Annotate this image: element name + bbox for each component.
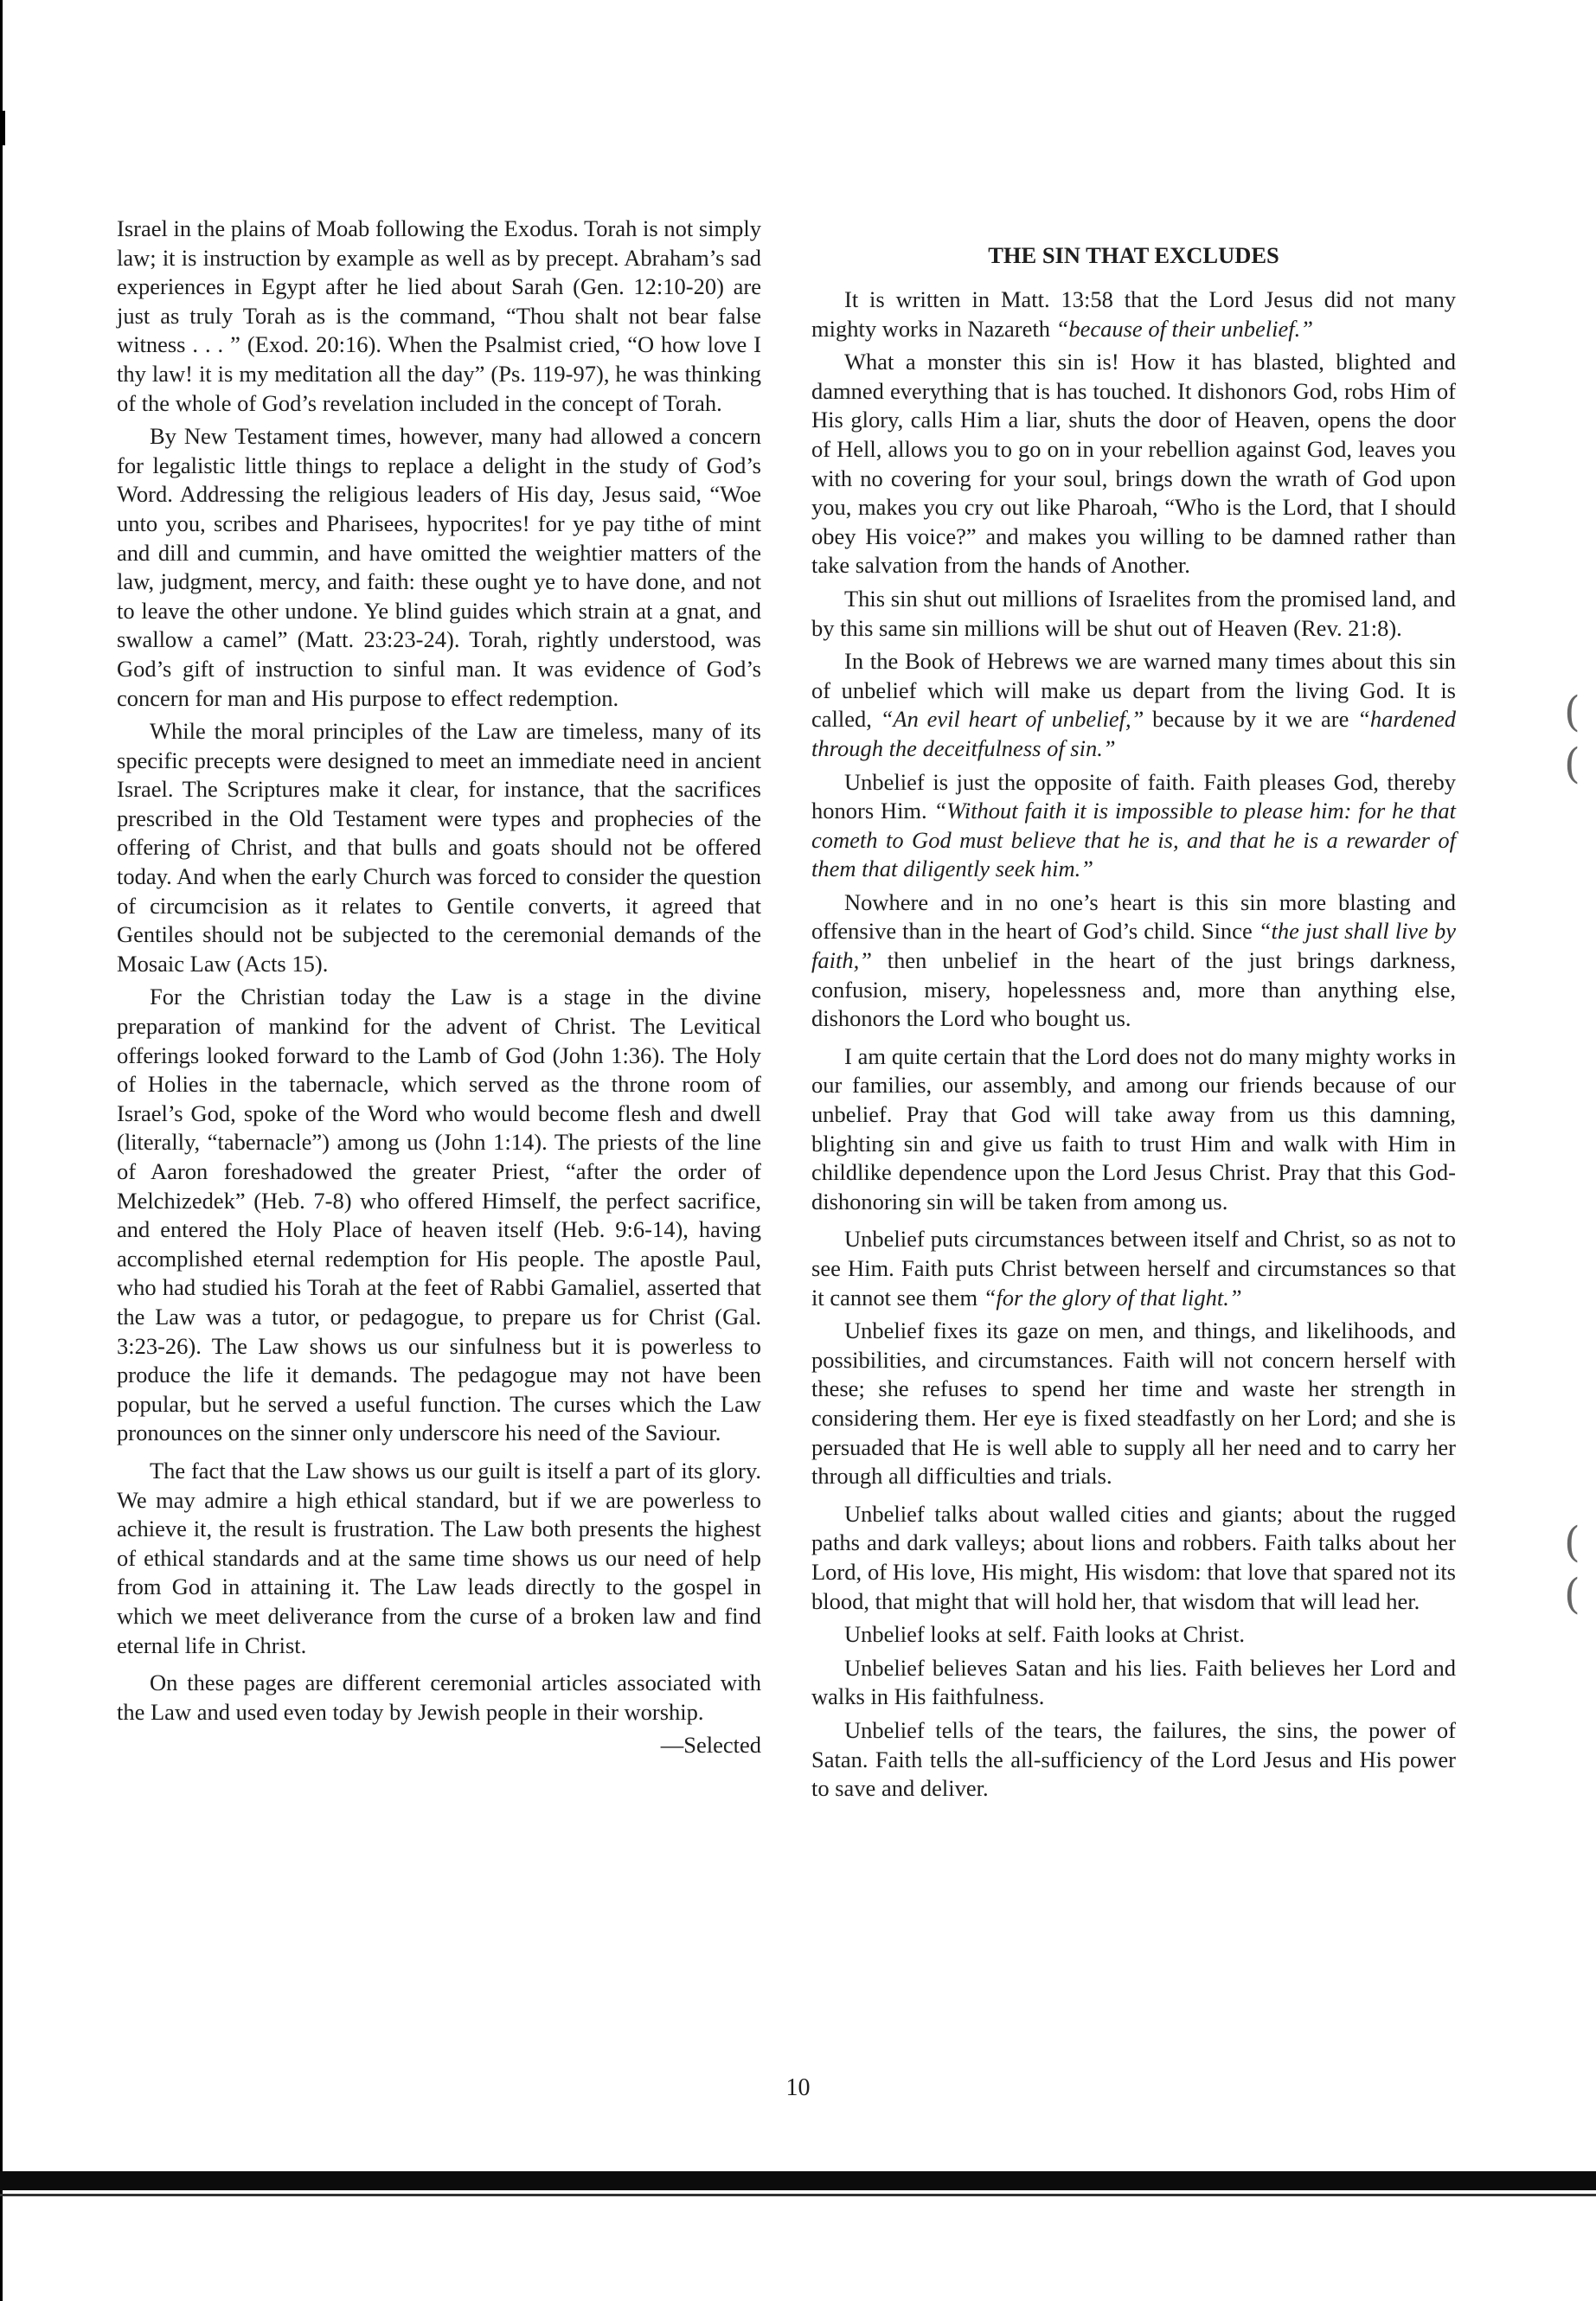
left-paragraph-2: By New Testament times, however, many had allowed a concern for legalistic little things to replace a delight in the study of God’s Word. Addressing the religious leaders of His day, Jesus said, “Woe unto you, scribes and Pharisees, hypocrites! for ye pay tithe of mint and dill and cummin, and have omitted the weightier matters of the law, judgment, mercy, and faith: these ought ye to have done, and not to leave the other undone. Ye blind guides which strain at a gnat, and swallow a camel” (Matt. 23:23-24). Torah, rightly understood, was God’s gift of instruction to sinful man. It was evidence of God’s concern for man and His purpose to effect redemption.: [117, 423, 761, 711]
right-paragraph-6-text-a: Nowhere and in no one’s heart is this sin more blasting and offensive than in the heart of God’s child. Since: [811, 888, 1456, 945]
right-paragraph-4-quote-1: “An evil heart of unbelief,”: [880, 706, 1144, 733]
right-paragraph-6-quote: “the just shall live by faith,”: [811, 918, 1456, 974]
right-column: [811, 285, 1456, 1808]
scan-page-edge: [0, 0, 3, 2301]
right-paragraph-1: [811, 285, 1456, 343]
right-paragraph-1-text: It is written in Matt. 13:58 that the Lord Jesus did not many mighty works in Nazareth: [811, 286, 1456, 342]
right-paragraph-12: Unbelief believes Satan and his lies. Faith believes her Lord and walks in His faithfulness.: [811, 1654, 1456, 1710]
right-paragraph-8-quote: “for the glory of that light.”: [983, 1284, 1242, 1311]
scan-bottom-line: [0, 2194, 1596, 2196]
right-paragraph-4-text-b: because by it we are: [1144, 706, 1358, 733]
right-paragraph-5-quote: “Without faith it is impossible to please him: for he that cometh to God must believe that he is, and that he is a rewarder of them that diligently seek him.”: [811, 798, 1456, 882]
signature-selected: —Selected: [660, 1732, 761, 1759]
article-heading: THE SIN THAT EXCLUDES: [988, 242, 1279, 268]
margin-paren-mark: (: [1564, 1518, 1580, 1567]
margin-paren-mark: (: [1564, 688, 1580, 736]
left-column: [117, 215, 761, 1765]
scan-bottom-bar: [0, 2171, 1596, 2190]
right-paragraph-10: Unbelief talks about walled cities and giants; about the rugged paths and dark valleys; about lions and robbers. Faith talks about her Lord, of His love, His might, His wisdom: that love that spared not its blood, that might that will hold her, that wisdom that will lead her.: [811, 1500, 1456, 1614]
left-paragraph-4: For the Christian today the Law is a stage in the divine preparation of mankind for the advent of Christ. The Levitical offerings looked forward to the Lamb of God (John 1:36). The Holy of Holies in the tabernacle, which served as the throne room of Israel’s God, spoke of the Word who would become flesh and dwell (literally, “tabernacle”) among us (John 1:14). The priests of the line of Aaron foreshadowed the greater Priest, “after the order of Melchizedek” (Heb. 7-8) who offered Himself, the perfect sacrifice, and entered the Holy Place of heaven itself (Heb. 9:6-14), having accomplished eternal redemption for His people. The apostle Paul, who had studied his Torah at the feet of Rabbi Gamaliel, asserted that the Law was a tutor, or pedagogue, to prepare us for Christ (Gal. 3:23-26). The Law shows us our sinfulness but it is powerless to produce the life it demands. The pedagogue may not have been popular, but he served a useful function. The curses which the Law pronounces on the sinner only underscore his need of the Saviour.: [117, 984, 761, 1446]
right-paragraph-6-text-b: then unbelief in the heart of the just brings darkness, confusion, misery, hopelessness and, more than anything else, dishonors the Lord who bought us.: [811, 947, 1456, 1032]
right-paragraph-8-text: Unbelief puts circumstances between itself and Christ, so as not to see Him. Faith puts Christ between herself and circumstances so that it cannot see them: [811, 1226, 1456, 1311]
margin-paren-mark: (: [1564, 740, 1580, 788]
margin-marks: [1564, 688, 1590, 1665]
right-paragraph-5: [811, 768, 1456, 884]
right-paragraph-3: This sin shut out millions of Israelites from the promised land, and by this same sin millions will be shut out of Heaven (Rev. 21:8).: [811, 585, 1456, 641]
left-paragraph-5: The fact that the Law shows us our guilt is itself a part of its glory. We may admire a high ethical standard, but if we are powerless to achieve it, the result is frustration. The Law both presents the highest of ethical standards and at the same time shows us our need of help from God in attaining it. The Law leads directly to the gospel in which we meet deliverance from the curse of a broken law and find eternal life in Christ.: [117, 1457, 761, 1658]
right-paragraph-6: [811, 888, 1456, 1034]
left-paragraph-1: Israel in the plains of Moab following the Exodus. Torah is not simply law; it is instruction by example as well as by precept. Abraham’s sad experiences in Egypt after he lied about Sarah (Gen. 12:10-20) are just as truly Torah as is the command, “Thou shalt not bear false witness . . . ” (Exod. 20:16). When the Psalmist cried, “O how love I thy law! it is my meditation all the day” (Ps. 119-97), he was thinking of the whole of God’s revelation included in the concept of Torah.: [117, 215, 761, 416]
right-paragraph-4: [811, 647, 1456, 763]
right-paragraph-4-text-a: In the Book of Hebrews we are warned many times about this sin of unbelief which will make us depart from the living God. It is called,: [811, 648, 1456, 733]
right-paragraph-4-quote-2: “hardened through the deceitfulness of sin.”: [811, 706, 1456, 761]
right-paragraph-5-text: Unbelief is just the opposite of faith. Faith pleases God, thereby honors Him.: [811, 768, 1456, 824]
scan-edge-mark: [0, 111, 5, 145]
right-paragraph-1-quote: “because of their unbelief.”: [1055, 315, 1313, 342]
right-paragraph-8: [811, 1225, 1456, 1312]
right-paragraph-2: What a monster this sin is! How it has blasted, blighted and damned everything that is has touched. It dishonors God, robs Him of His glory, calls Him a liar, shuts the door of Heaven, opens the door of Hell, allows you to go on in your rebellion against God, leaves you with no covering for your soul, brings down the wrath of God upon you, makes you cry out like Pharoah, “Who is the Lord, that I should obey His voice?” and makes you willing to be damned rather than take salvation from the hands of Another.: [811, 349, 1456, 579]
left-paragraph-3: While the moral principles of the Law are timeless, many of its specific precepts were designed to meet an immediate need in ancient Israel. The Scriptures make it clear, for instance, that the sacrifices prescribed in the Old Testament were types and prophecies of the offering of Christ, and that bulls and goats should not be offered today. And when the early Church was forced to consider the question of circumcision as it relates to Gentile converts, it agreed that Gentiles should not be subjected to the ceremonial demands of the Mosaic Law (Acts 15).: [117, 718, 761, 977]
right-paragraph-11: Unbelief looks at self. Faith looks at Christ.: [844, 1621, 1245, 1648]
left-paragraph-6: On these pages are different ceremonial articles associated with the Law and used even today by Jewish people in their worship.: [117, 1670, 761, 1725]
margin-paren-mark: (: [1564, 1570, 1580, 1618]
page-number: 10: [785, 2074, 811, 2101]
right-paragraph-9: Unbelief fixes its gaze on men, and things, and likelihoods, and possibilities, and circumstances. Faith will not concern herself with these; she refuses to spend her time and waste her strength in considering them. Her eye is fixed steadfastly on her Lord; and she is persuaded that He is well able to supply all her need and to carry her through all difficulties and trials.: [811, 1317, 1456, 1490]
right-paragraph-7: I am quite certain that the Lord does not do many mighty works in our families, our assembly, and among our friends because of our unbelief. Pray that God will take away from us this damning, blighting sin and give us faith to trust Him and walk with Him in childlike dependence upon the Lord Jesus Christ. Pray that this God-dishonoring sin will be taken from among us.: [811, 1042, 1456, 1215]
right-paragraph-13: Unbelief tells of the tears, the failures, the sins, the power of Satan. Faith tells the all-sufficiency of the Lord Jesus and His power to save and deliver.: [811, 1716, 1456, 1802]
